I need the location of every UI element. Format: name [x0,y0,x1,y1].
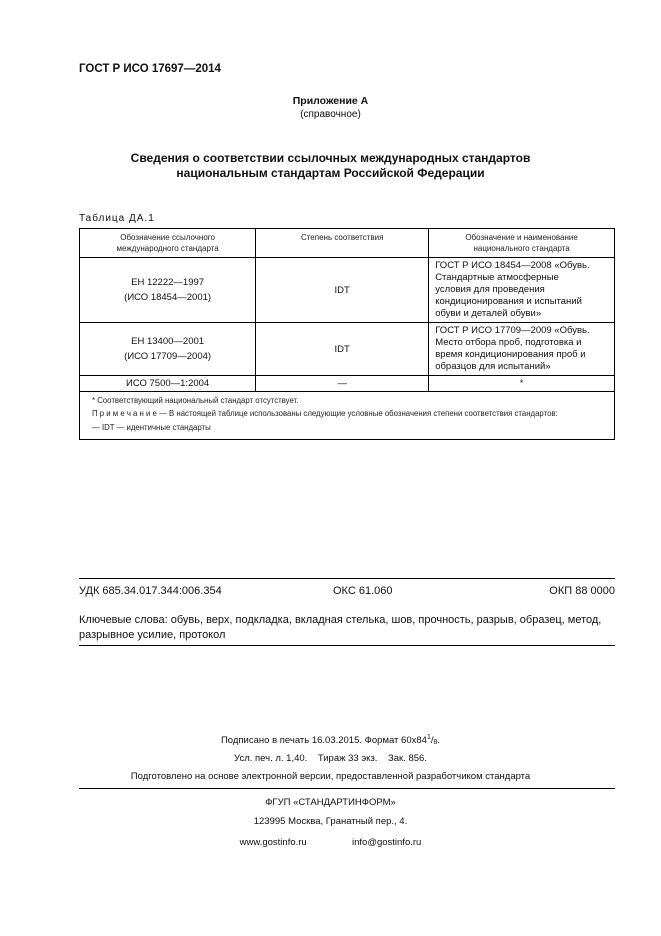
annex-title: Приложение А [292,95,369,107]
table-row [80,323,615,376]
contacts [0,837,661,848]
reference-cell [80,323,256,376]
national-line: ГОСТ Р ИСО 17709—2009 «Обувь. [435,325,590,336]
national-line: время кондиционирования проб и [435,349,586,360]
format-slash: / [430,735,434,746]
document-header: ГОСТ Р ИСО 17697—2014 [79,63,221,75]
email-link[interactable]: info@gostinfo.ru [352,837,422,848]
print-info: Усл. печ. л. 1,40. Тираж 33 экз. Зак. 856. [234,753,427,764]
format-sub: 8 [433,739,438,746]
footnote: * Соответствующий национальный стандарт отсутствует. [92,396,299,405]
degree-cell: IDT [256,323,429,376]
keywords [79,613,619,643]
national-line: Стандартные атмосферные [435,272,559,283]
header-col1-line2: международного стандарта [116,244,219,253]
table-header-row [80,229,615,258]
reference-cell [80,258,256,323]
section-title [0,151,661,181]
correspondence-table [79,228,615,440]
publisher-name: ФГУП «СТАНДАРТИНФОРМ» [265,797,396,808]
header-col1-line1: Обозначение ссылочного [120,233,215,242]
national-standard-cell [429,323,615,376]
table-row [80,258,615,323]
idt-definition: — IDT — идентичные стандарты [92,423,211,432]
note-label: П р и м е ч а н и е — [92,409,167,418]
divider-imprint [79,788,615,789]
annex-subtitle: (справочное) [300,109,361,120]
table-label: Таблица ДА.1 [79,213,155,224]
national-line: ГОСТ Р ИСО 18454—2008 «Обувь. [435,260,590,271]
publisher-address: 123995 Москва, Гранатный пер., 4. [253,816,408,827]
website-link[interactable]: www.gostinfo.ru [239,837,307,848]
header-reference-standard [80,229,256,258]
oks-code: ОКС 61.060 [333,585,393,597]
header-col3-line1: Обозначение и наименование [465,233,578,242]
national-standard-cell [429,258,615,323]
format-suffix: . [437,735,441,746]
reference-line2: (ИСО 18454—2001) [124,292,212,303]
prepared-note: Подготовлено на основе электронной версии, предоставленной разработчиком стандарта [130,771,531,782]
header-degree: Степень соответствия [256,229,429,258]
table-notes [80,392,615,440]
national-line: кондиционирования и испытаний [435,296,582,307]
okp-code: ОКП 88 0000 [549,585,615,597]
national-line: Место отбора проб, подготовка и [435,337,582,348]
national-line: условия для проведения [435,284,545,295]
table-row [80,376,615,392]
signed-info [0,734,661,746]
note-text: В настоящей таблице использованы следующие условные обозначения степени соответствия стандартов: [169,409,558,418]
national-line: образцов для испытаний» [435,361,551,372]
degree-cell: IDT [256,258,429,323]
national-line: обуви и деталей обуви» [435,308,542,319]
reference-line1: ЕН 13400—2001 [131,336,205,347]
reference-line1: ЕН 12222—1997 [131,277,205,288]
format-sup: 1 [426,734,431,741]
section-title-line-1: Сведения о соответствии ссылочных международных стандартов [130,151,531,165]
header-national-standard [429,229,615,258]
table-notes-row [80,392,615,440]
reference-line2: (ИСО 17709—2004) [124,351,212,362]
divider-top [79,578,615,579]
keywords-line-2: разрывное усилие, протокол [79,629,226,641]
reference-cell: ИСО 7500—1:2004 [80,376,256,392]
section-title-line-2: национальным стандартам Российской Федерации [176,166,485,180]
keywords-line-1: Ключевые слова: обувь, верх, подкладка, вкладная стелька, шов, прочность, разрыв, образец, метод, [79,614,602,626]
udk-code: УДК 685.34.017.344:006.354 [79,585,222,597]
note [86,408,608,419]
signed-text: Подписано в печать 16.03.2015. Формат 60x84 [220,735,427,746]
national-standard-cell: * [429,376,615,392]
divider-bottom [79,645,615,646]
degree-cell: — [256,376,429,392]
header-col3-line2: национального стандарта [473,244,570,253]
